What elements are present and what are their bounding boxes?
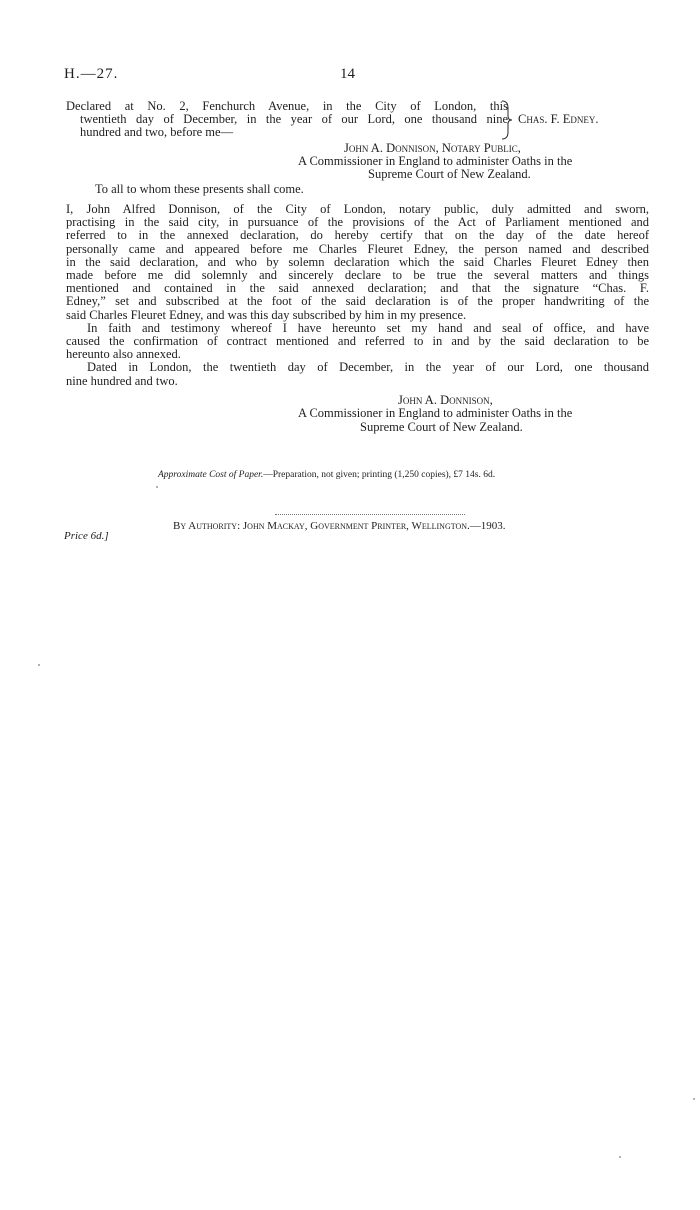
certificate-line: caused the confirmation of contract mentioned and referred to in and by the said declaration to be — [66, 334, 649, 349]
certificate-line: personally came and appeared before me Charles Fleuret Edney, the person named and described — [66, 241, 649, 256]
certificate-line: practising in the said city, in pursuance of the provisions of the Act of Parliament mentioned and — [66, 215, 649, 230]
certificate-line: made before me did solemnly and sincerely declare to be true the several matters and things — [66, 268, 649, 283]
certificate-line: hereunto also annexed. — [66, 347, 181, 362]
declaration-brace — [500, 100, 514, 140]
declarant-signature: Chas. F. Edney. — [518, 112, 599, 126]
divider-rule — [275, 514, 465, 515]
print-speck — [693, 1098, 695, 1100]
page-number: 14 — [340, 66, 355, 82]
declaration-line: Declared at No. 2, Fenchurch Avenue, in the City of London, this — [66, 99, 508, 113]
cost-note — [158, 470, 495, 480]
declaration-line: twentieth day of December, in the year of our Lord, one thousand nine — [80, 112, 508, 126]
certificate-line: In faith and testimony whereof I have hereunto set my hand and seal of office, and have — [87, 320, 649, 335]
cost-note-label: Approximate Cost of Paper. — [158, 470, 264, 480]
certificate-line: said Charles Fleuret Edney, and was this day subscribed by him in my presence. — [66, 307, 467, 322]
salutation: To all to whom these presents shall come. — [95, 182, 304, 196]
printer-imprint: By Authority: John Mackay, Government Printer, Wellington.—1903. — [173, 520, 506, 532]
certificate-line: Edney,” set and subscribed at the foot of the said declaration is of the proper handwriting of the — [66, 294, 649, 309]
certificate-line: Dated in London, the twentieth day of December, in the year of our Lord, one thousand — [87, 360, 649, 375]
print-speck — [38, 664, 40, 666]
price: Price 6d.] — [64, 530, 109, 542]
cost-note-text: —Preparation, not given; printing (1,250 copies), £7 14s. 6d. — [263, 470, 496, 480]
certificate-line: nine hundred and two. — [66, 373, 178, 388]
notary-name: John A. Donnison, Notary Public, — [344, 141, 521, 155]
notary-title: A Commissioner in England to administer Oaths in the — [298, 154, 573, 168]
certificate-line: mentioned and contained in the said annexed declaration; and that the signature “Chas. F. — [66, 281, 649, 296]
commissioner-court: Supreme Court of New Zealand. — [360, 420, 523, 434]
certificate-line: referred to in the annexed declaration, do hereby certify that on the day of the date hereof — [66, 228, 649, 243]
page-id: H.—27. — [64, 66, 119, 82]
certificate-paragraph — [66, 203, 649, 388]
print-speck — [619, 1156, 621, 1158]
declaration-line: hundred and two, before me— — [80, 125, 234, 139]
print-speck — [156, 486, 158, 488]
notary-court: Supreme Court of New Zealand. — [368, 167, 531, 181]
commissioner-title: A Commissioner in England to administer Oaths in the — [298, 406, 573, 420]
certificate-line: I, John Alfred Donnison, of the City of London, notary public, duly admitted and sworn, — [66, 202, 649, 216]
certificate-line: in the said declaration, and who by solemn declaration which the said Charles Fleuret Edney then — [66, 254, 649, 269]
commissioner-name: John A. Donnison, — [398, 393, 493, 407]
